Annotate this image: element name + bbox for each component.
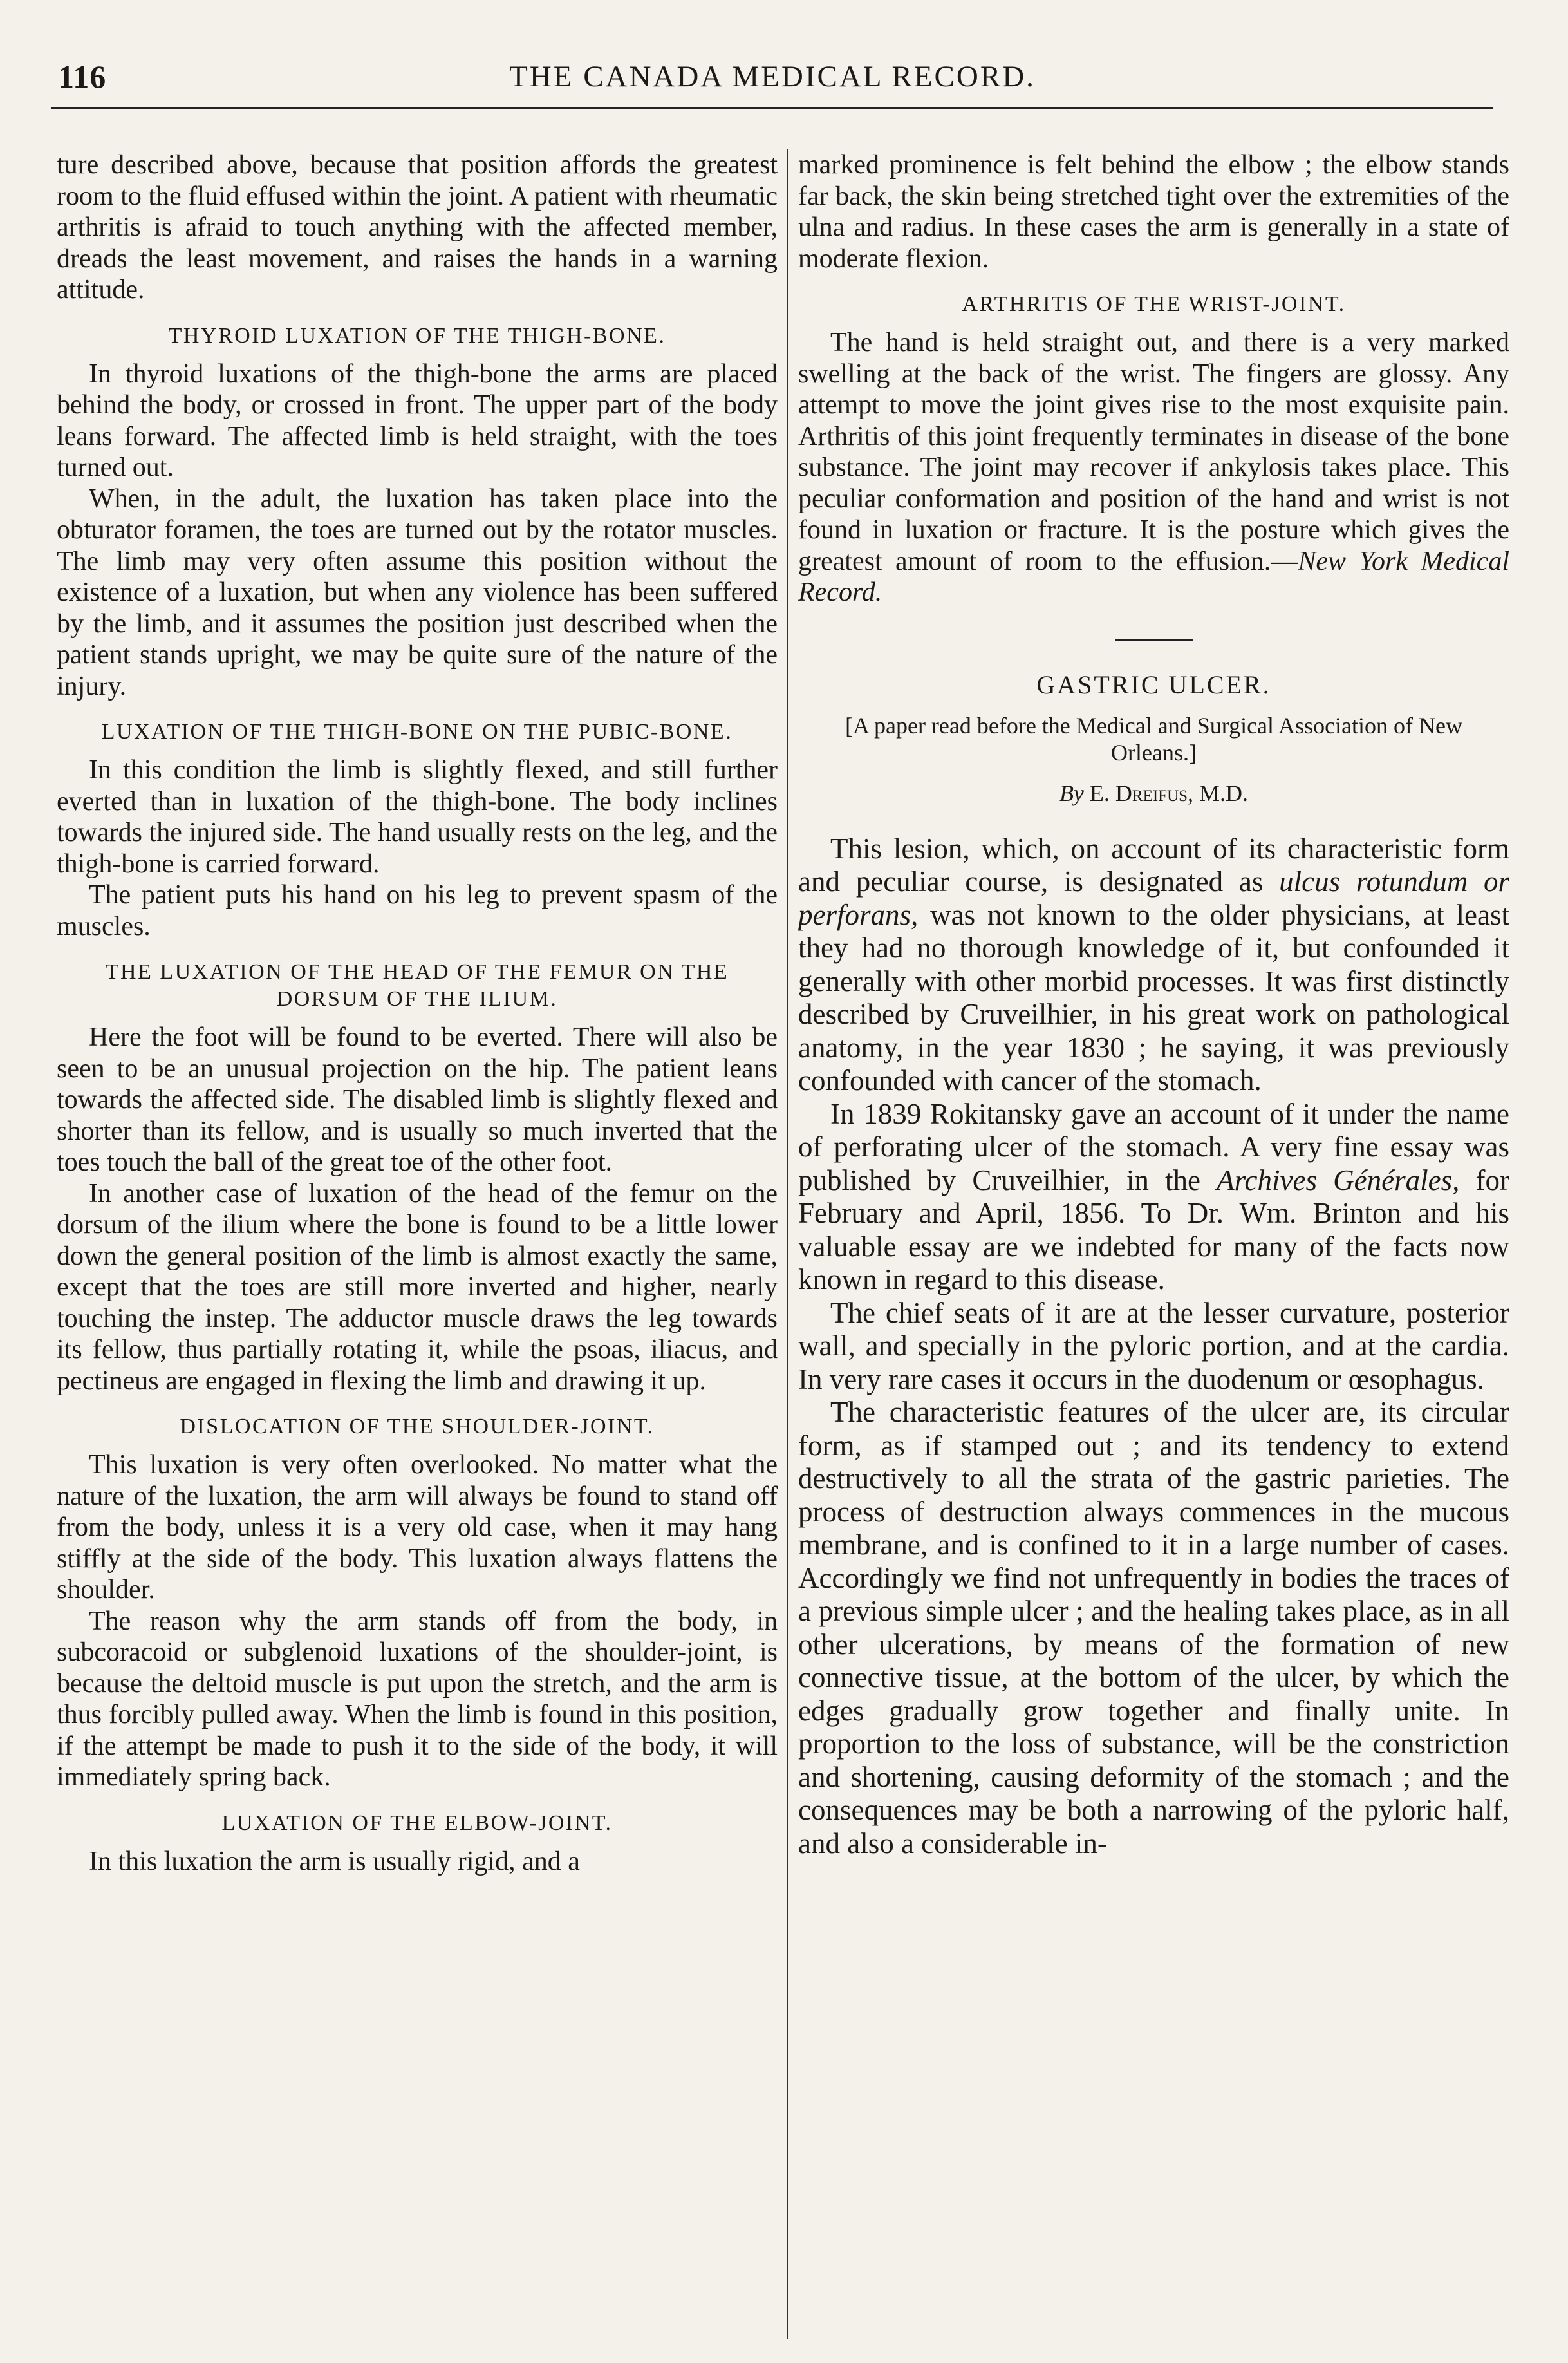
paragraph: When, in the adult, the luxation has taken place into the obturator foramen, the toes are turned out by the rotator muscles. The limb may very often assume this position without the existence of a luxation, but when any violence has been suffered by the limb, and it assumes the position just described when the patient stands upright, we may be quite sure of the nature of the injury.: [57, 484, 778, 701]
wrist-paragraph: [798, 327, 1509, 608]
wrist-paragraph-text: The hand is held straight out, and there is a very marked swelling at the back of the wrist. The fingers are glossy. Any attempt to move the joint gives rise to the most exquisite pain. Arthritis of this joint frequently terminates in disease of the bone substance. The joint may recover if ankylosis takes place. This peculiar conformation and position of the hand and wrist is not found in luxation or fracture. It is the posture which gives the greatest amount of room to the effusion.—: [798, 328, 1509, 576]
article-note: [A paper read before the Medical and Surgical Association of New Orleans.]: [845, 713, 1462, 766]
column-divider: [787, 149, 788, 2339]
paragraph: The characteristic features of the ulcer are, its circular form, as if stamped out ; and its tendency to extend destructively to all the strata of the gastric parieties. The process of destruction always commences in the mucous membrane, and is confined to it in a large number of cases. Accordingly we find not unfrequently in bodies the traces of a previous simple ulcer ; and the healing takes place, as in all other ulcerations, by means of the formation of new connective tissue, at the bottom of the ulcer, by which the edges gradually grow together and finally unite. In proportion to the loss of substance, will be the constriction and shortening, causing deformity of the stomach ; and the consequences may be both a narrowing of the pyloric half, and also a considerable in-: [798, 1396, 1509, 1859]
header-rule-thick: [51, 107, 1493, 109]
section-heading-thyroid: THYROID LUXATION OF THE THIGH-BONE.: [168, 323, 666, 348]
paragraph: Here the foot will be found to be everted. There will also be seen to be an unusual projection on the hip. The patient leans towards the affected side. The disabled limb is slightly flexed and shorter than its fellow, and is usually so much inverted that the toes touch the ball of the great toe of the other foot.: [57, 1022, 778, 1177]
paragraph: [798, 833, 1509, 1098]
section-heading-femur: THE LUXATION OF THE HEAD OF THE FEMUR ON THE DORSUM OF THE ILIUM.: [105, 960, 729, 1011]
journal-title: THE CANADA MEDICAL RECORD.: [509, 60, 1036, 93]
paragraph: [798, 1098, 1509, 1297]
paragraph: In another case of luxation of the head of the femur on the dorsum of the ilium where the bone is found to be a little lower down the general position of the limb is almost exactly the same, except that the toes are still more inverted and higher, nearly touching the instep. The adductor muscle draws the leg towards its fellow, thus partially rotating it, while the psoas, iliacus, and pectineus are engaged in flexing the limb and drawing it up.: [57, 1178, 778, 1396]
latin-term: ulcus rotundum or perforans,: [798, 865, 1509, 931]
left-column: [57, 149, 778, 2339]
right-column: [798, 149, 1509, 2339]
section-heading-shoulder: DISLOCATION OF THE SHOULDER-JOINT.: [180, 1415, 655, 1438]
paragraph: The reason why the arm stands off from the body, in subcoracoid or subglenoid luxations of the shoulder-joint, is because the deltoid muscle is put upon the stretch, and the arm is thus forcibly pulled away. When the limb is found in this position, if the attempt be made to push it to the side of the body, it will immediately spring back.: [57, 1606, 778, 1792]
journal-name: Archives Générales,: [1217, 1163, 1460, 1196]
byline-prefix: By: [1059, 780, 1084, 806]
paragraph: In this luxation the arm is usually rigid, and a: [89, 1846, 580, 1876]
section-separator: [1115, 639, 1193, 641]
text-run: was not known to the older physicians, at least they had no thorough knowledge of it, but confounded it generally with other morbid processes. It was first distinctly described by Cruveilhier, in his great work on pathological anatomy, in the year 1830 ; he saying, it was previously confounded with cancer of the stomach.: [798, 898, 1509, 1097]
paragraph: This luxation is very often overlooked. No matter what the nature of the luxation, the arm will always be found to stand off from the body, unless it is a very old case, when it may hang stiffly at the side of the body. This luxation always flattens the shoulder.: [57, 1450, 778, 1605]
paragraph: In this condition the limb is slightly flexed, and still further everted than in luxation of the thigh-bone. The body inclines towards the injured side. The hand usually rests on the leg, and the thigh-bone is carried forward.: [57, 755, 778, 879]
article-title: GASTRIC ULCER.: [1036, 670, 1271, 699]
section-heading-wrist: ARTHRITIS OF THE WRIST-JOINT.: [962, 292, 1346, 316]
paragraph: The patient puts his hand on his leg to prevent spasm of the muscles.: [57, 880, 778, 941]
page-number: 116: [58, 59, 107, 95]
source-citation: New York Medical Record.: [798, 546, 1509, 607]
continuation-paragraph: marked prominence is felt behind the elbow ; the elbow stands far back, the skin being stretched tight over the extremities of the ulna and radius. In these cases the arm is generally in a state of moderate flexion.: [798, 150, 1509, 274]
author-name: E. Dreifus, M.D.: [1089, 780, 1249, 806]
paragraph: In thyroid luxations of the thigh-bone the arms are placed behind the body, or crossed in front. The upper part of the body leans forward. The affected limb is held straight, with the toes turned out.: [57, 359, 778, 482]
article-body: [798, 833, 1509, 1861]
paragraph: The chief seats of it are at the lesser curvature, posterior wall, and specially in the pyloric portion, and at the cardia. In very rare cases it occurs in the duodenum or œsophagus.: [798, 1296, 1509, 1395]
page-header: [51, 26, 1493, 97]
text-run: In 1839 Rokitansky gave an account of it under the name of perforating ulcer of the stomach. A very fine essay was published by Cruveilhier, in the: [798, 1097, 1509, 1196]
intro-paragraph: ture described above, because that position affords the greatest room to the fluid effused within the joint. A patient with rheumatic arthritis is afraid to touch anything with the affected member, dreads the least movement, and raises the hands in a warning attitude.: [57, 150, 778, 305]
byline: [798, 778, 1509, 809]
section-heading-elbow: LUXATION OF THE ELBOW-JOINT.: [221, 1811, 613, 1835]
section-heading-pubic: LUXATION OF THE THIGH-BONE ON THE PUBIC-BONE.: [101, 720, 733, 744]
text-run: This lesion, which, on account of its characteristic form and peculiar course, is designated as: [798, 832, 1509, 898]
text-run: for February and April, 1856. To Dr. Wm. Brinton and his valuable essay are we indebted for many of the facts now known in regard to this disease.: [798, 1163, 1509, 1295]
